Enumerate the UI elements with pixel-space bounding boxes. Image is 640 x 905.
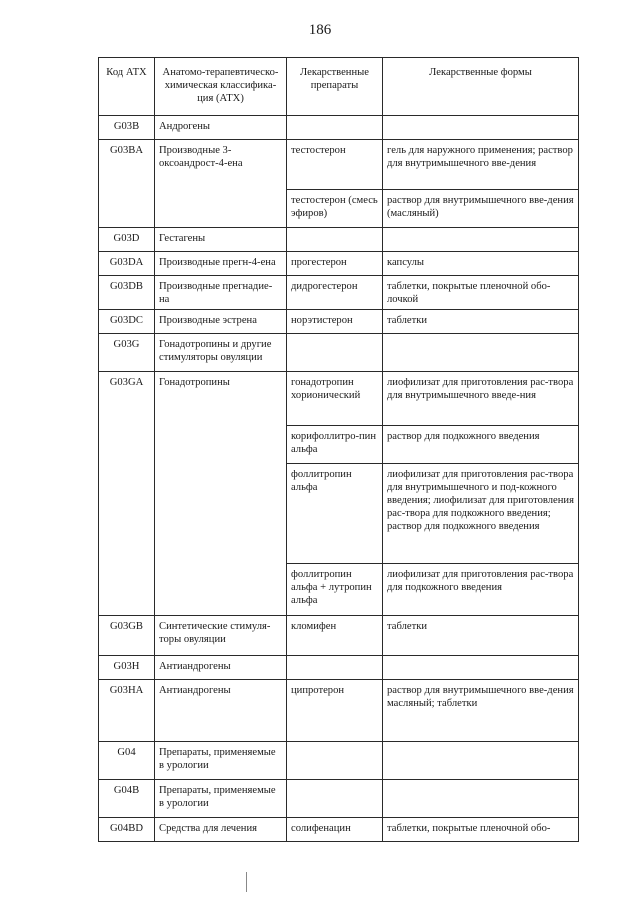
- atc-code-cell: G03DC: [99, 310, 155, 334]
- atc-code-cell: G04B: [99, 780, 155, 818]
- drug-cell: [287, 116, 383, 140]
- atc-code-cell: G03D: [99, 228, 155, 252]
- atc-code-cell: G04: [99, 742, 155, 780]
- atc-classification-cell: Препараты, применяемые в урологии: [155, 742, 287, 780]
- atc-classification-cell: Производные 3-оксоандрост-4-ена: [155, 140, 287, 228]
- header-drugs: Лекарственные препараты: [287, 58, 383, 116]
- atc-code-cell: G03DA: [99, 252, 155, 276]
- atc-classification-cell: Препараты, применяемые в урологии: [155, 780, 287, 818]
- dosage-form-cell: капсулы: [383, 252, 579, 276]
- dosage-form-cell: [383, 228, 579, 252]
- drug-cell: прогестерон: [287, 252, 383, 276]
- table-row: [99, 228, 579, 252]
- table-row: [99, 780, 579, 818]
- table-row: [99, 656, 579, 680]
- atc-code-cell: G03BA: [99, 140, 155, 228]
- atc-classification-cell: Производные эстрена: [155, 310, 287, 334]
- table-row: [99, 616, 579, 656]
- dosage-form-cell: раствор для внутримышечного вве-дения (масляный): [383, 190, 579, 228]
- atc-classification-cell: Производные прегн-4-ена: [155, 252, 287, 276]
- atc-code-cell: G03G: [99, 334, 155, 372]
- table-header-row: [99, 58, 579, 116]
- header-code: Код АТХ: [99, 58, 155, 116]
- drug-cell: фоллитропин альфа: [287, 464, 383, 564]
- atc-code-cell: G03GB: [99, 616, 155, 656]
- atc-classification-cell: Средства для лечения: [155, 818, 287, 842]
- dosage-form-cell: [383, 742, 579, 780]
- page-number: 186: [308, 22, 332, 38]
- dosage-form-cell: раствор для внутримышечного вве-дения масляный; таблетки: [383, 680, 579, 742]
- table-row: [99, 140, 579, 190]
- drug-cell: [287, 334, 383, 372]
- atc-code-cell: G03H: [99, 656, 155, 680]
- drug-cell: солифенацин: [287, 818, 383, 842]
- drug-cell: ципротерон: [287, 680, 383, 742]
- drug-cell: тестостерон: [287, 140, 383, 190]
- atc-code-cell: G03DB: [99, 276, 155, 310]
- dosage-form-cell: таблетки, покрытые пленочной обо-: [383, 818, 579, 842]
- scan-mark: [246, 872, 247, 892]
- dosage-form-cell: лиофилизат для приготовления рас-твора для внутримышечного и под-кожного введения; лиофилизат для приготовления рас-твора для подкожного введения; раствор для подкожного введения: [383, 464, 579, 564]
- atc-classification-cell: Антиандрогены: [155, 680, 287, 742]
- atc-classification-cell: Производные прегнадие-на: [155, 276, 287, 310]
- atc-classification-cell: Гонадотропины: [155, 372, 287, 616]
- drug-cell: [287, 742, 383, 780]
- atc-classification-cell: Гестагены: [155, 228, 287, 252]
- drug-cell: [287, 228, 383, 252]
- drug-cell: кломифен: [287, 616, 383, 656]
- table-row: [99, 310, 579, 334]
- dosage-form-cell: таблетки: [383, 616, 579, 656]
- drug-cell: фоллитропин альфа + лутропин альфа: [287, 564, 383, 616]
- table-body: [99, 116, 579, 842]
- dosage-form-cell: [383, 334, 579, 372]
- atc-code-cell: G04BD: [99, 818, 155, 842]
- table-row: [99, 680, 579, 742]
- header-classification: Анатомо-терапевтическо-химическая классифика-ция (АТХ): [155, 58, 287, 116]
- drug-cell: гонадотропин хорионический: [287, 372, 383, 426]
- atc-classification-cell: Андрогены: [155, 116, 287, 140]
- dosage-form-cell: гель для наружного применения; раствор для внутримышечного вве-дения: [383, 140, 579, 190]
- drug-cell: [287, 780, 383, 818]
- atc-drug-table: [98, 57, 579, 842]
- atc-code-cell: G03HA: [99, 680, 155, 742]
- dosage-form-cell: [383, 780, 579, 818]
- atc-classification-cell: Гонадотропины и другие стимуляторы овуляции: [155, 334, 287, 372]
- drug-cell: [287, 656, 383, 680]
- drug-cell: тестостерон (смесь эфиров): [287, 190, 383, 228]
- dosage-form-cell: [383, 656, 579, 680]
- table-row: [99, 116, 579, 140]
- atc-classification-cell: Синтетические стимуля-торы овуляции: [155, 616, 287, 656]
- table-row: [99, 334, 579, 372]
- atc-classification-cell: Антиандрогены: [155, 656, 287, 680]
- table-row: [99, 742, 579, 780]
- drug-cell: корифоллитро-пин альфа: [287, 426, 383, 464]
- dosage-form-cell: [383, 116, 579, 140]
- dosage-form-cell: таблетки, покрытые пленочной обо-лочкой: [383, 276, 579, 310]
- header-forms: Лекарственные формы: [383, 58, 579, 116]
- drug-cell: дидрогестерон: [287, 276, 383, 310]
- dosage-form-cell: лиофилизат для приготовления рас-твора для внутримышечного введе-ния: [383, 372, 579, 426]
- atc-code-cell: G03B: [99, 116, 155, 140]
- table-row: [99, 372, 579, 426]
- dosage-form-cell: раствор для подкожного введения: [383, 426, 579, 464]
- atc-code-cell: G03GA: [99, 372, 155, 616]
- table-row: [99, 252, 579, 276]
- table-row: [99, 818, 579, 842]
- table-row: [99, 276, 579, 310]
- dosage-form-cell: лиофилизат для приготовления рас-твора для подкожного введения: [383, 564, 579, 616]
- drug-cell: норэтистерон: [287, 310, 383, 334]
- dosage-form-cell: таблетки: [383, 310, 579, 334]
